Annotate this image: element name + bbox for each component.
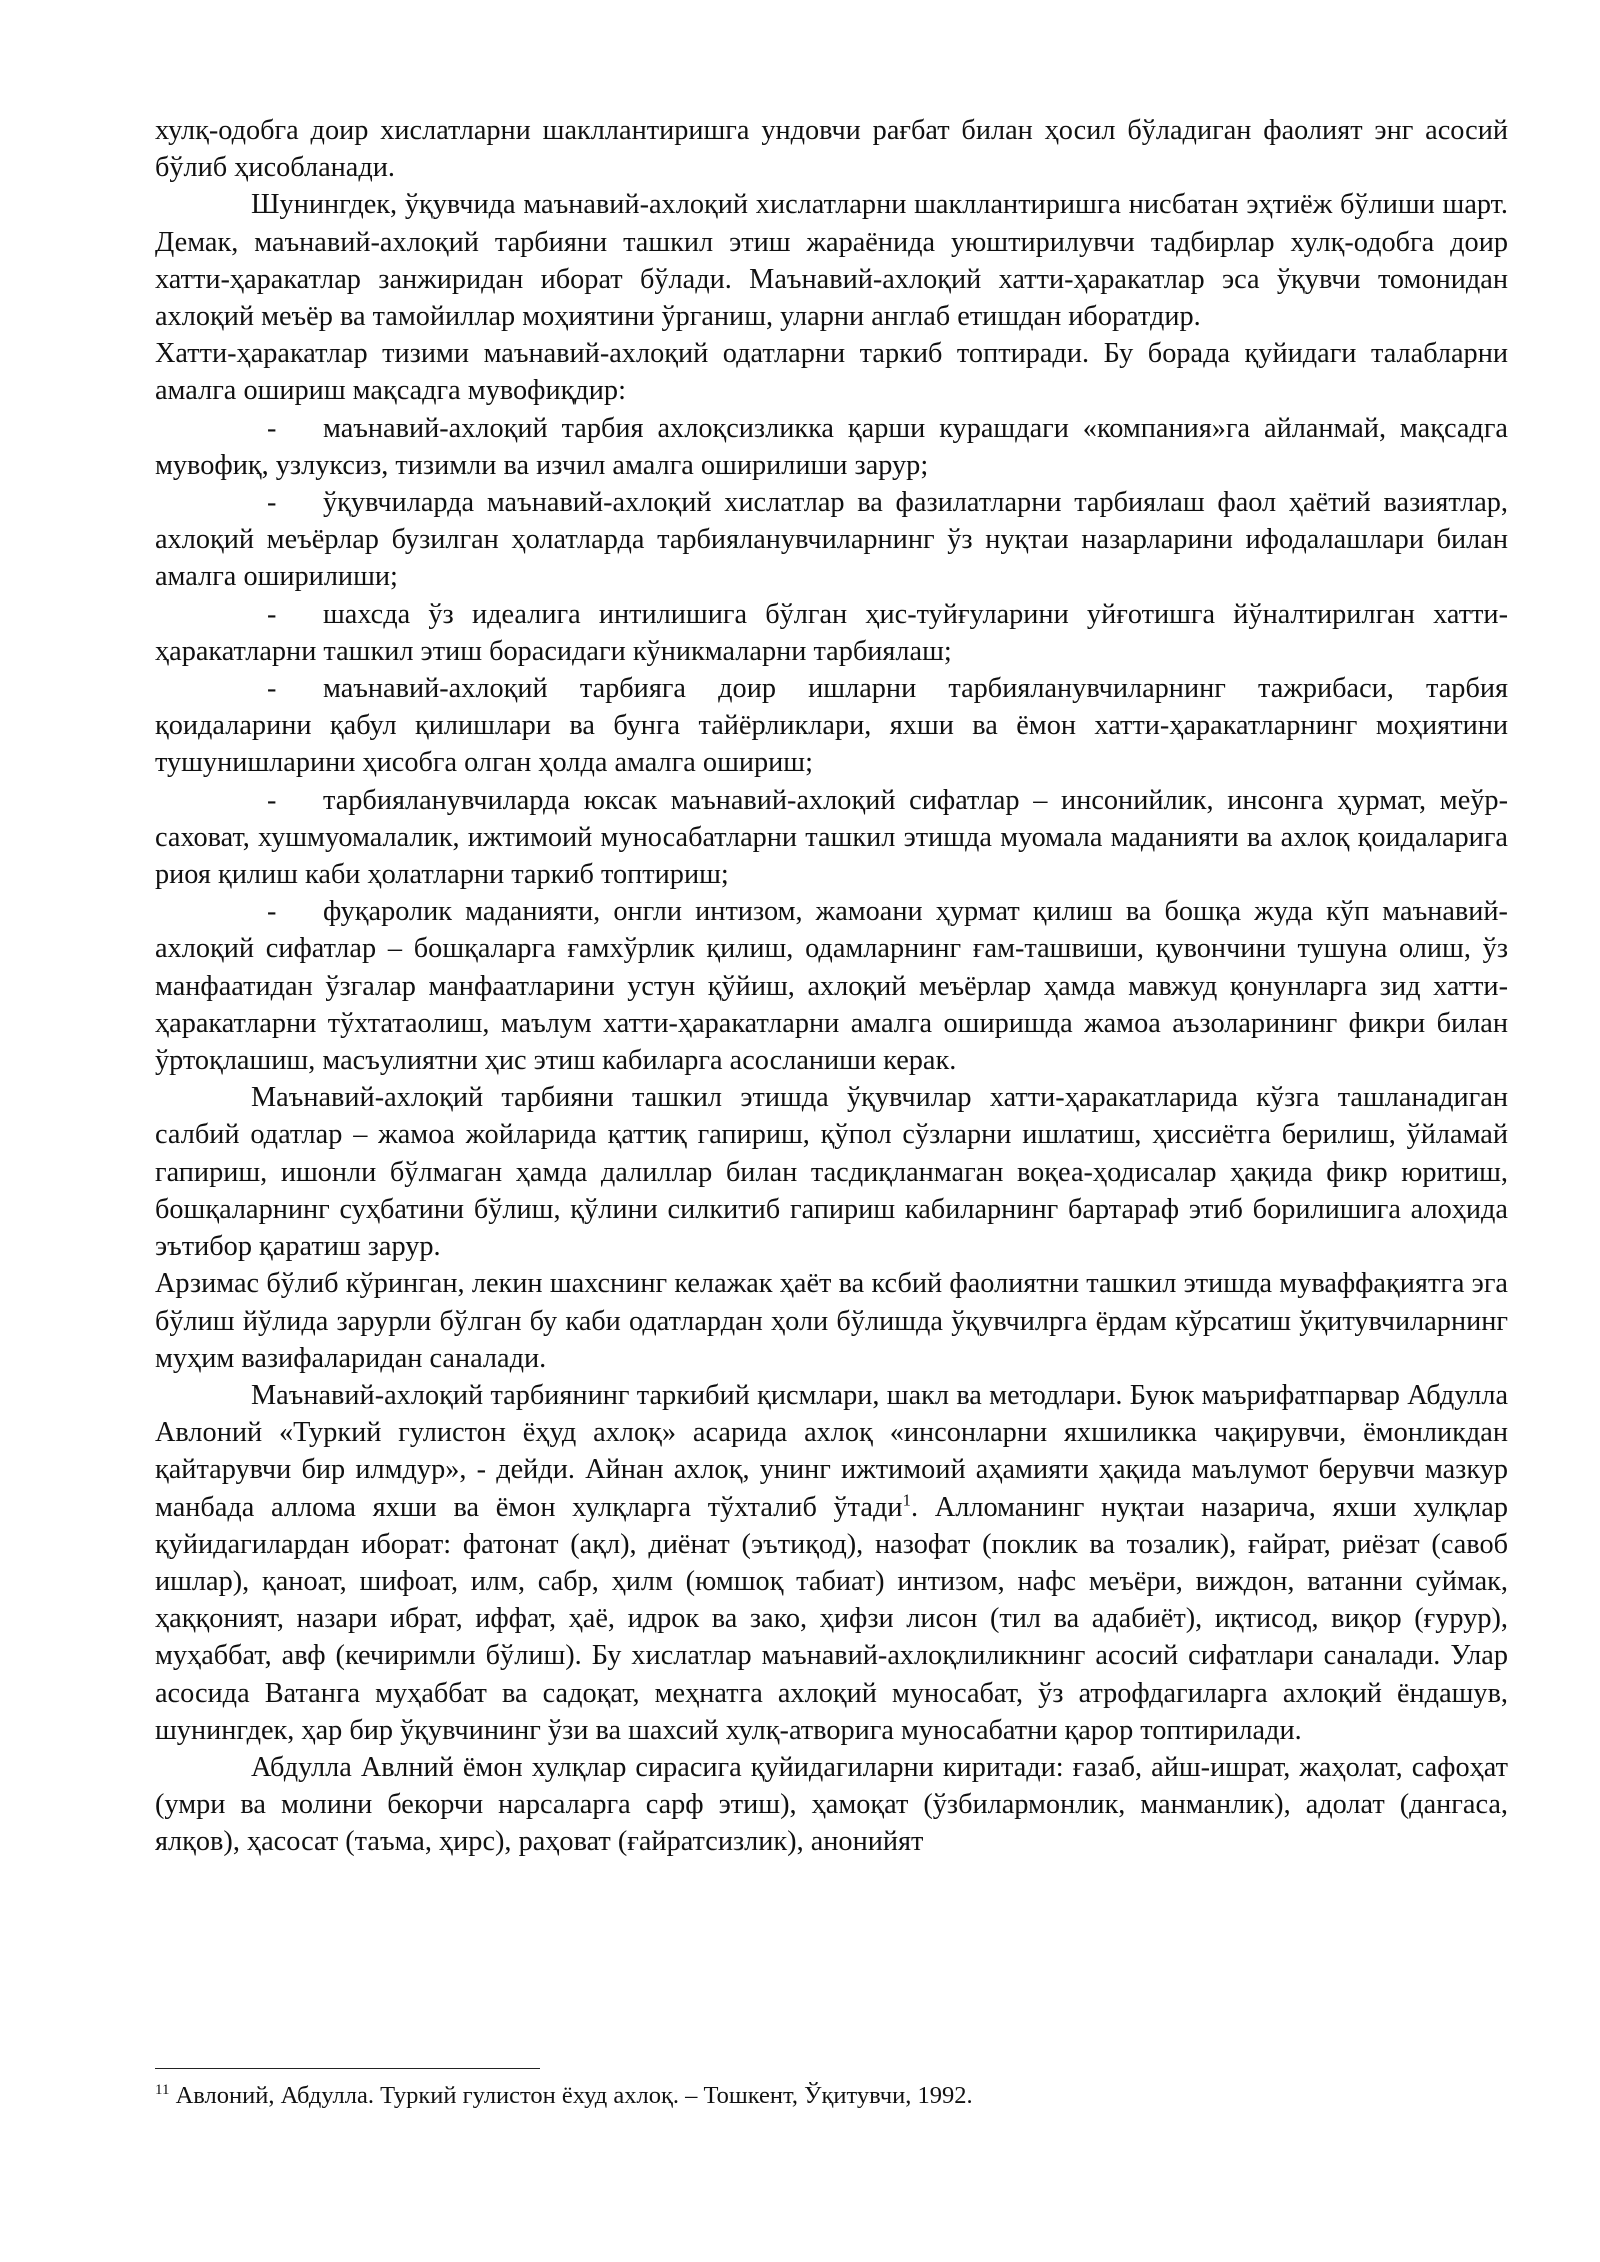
footnote-marker: 11: [155, 2081, 170, 2098]
paragraph-2: Хатти-ҳаракатлар тизими маънавий-ахлоқий одатларни таркиб топтиради. Бу борада қуйидаги талабларни амалга ошириш мақсадга мувофиқдир:: [155, 338, 1508, 407]
bullet-item-4: [155, 670, 1508, 782]
bullet-text: маънавий-ахлоқий тарбия ахлоқсизликка қарши курашдаги «компания»га айланмай, мақсадга мувофиқ, узлуксиз, тизимли ва изчил амалга оширилиши зарур;: [155, 412, 1508, 481]
bullet-dash: -: [267, 412, 277, 444]
bullet-item-3: [155, 596, 1508, 670]
bullet-item-2: [155, 484, 1508, 596]
bullet-text: шахсда ўз идеалига интилишига бўлган ҳис-туйғуларини уйғотишга йўналтирилган хатти-ҳаракатларни ташкил этиш борасидаги кўникмаларни тарбиялаш;: [155, 598, 1508, 667]
paragraph-6: Абдулла Авлний ёмон хулқлар сирасига қуйидагиларни киритади: ғазаб, айш-ишрат, жаҳолат, сафоҳат (умри ва молини бекорчи нарсаларга сарф этиш), ҳамоқат (ўзбилармонлик, манманлик), адолат (дангаса, ялқов), ҳасосат (таъма, ҳирс), раҳоват (ғайратсизлик), анонийят: [155, 1751, 1508, 1858]
bullet-dash: -: [267, 784, 277, 816]
paragraph-3: Маънавий-ахлоқий тарбияни ташкил этишда ўқувчилар хатти-ҳаракатларида кўзга ташланадиган салбий одатлар – жамоа жойларида қаттиқ гапириш, қўпол сўзларни ишлатиш, ҳиссиётга берилиш, ўйламай гапириш, ишонли бўлмаган ҳамда далиллар билан тасдиқланмаган воқеа-ҳодисалар ҳақида фикр юритиш, бошқаларнинг суҳбатини бўлиш, қўлини силкитиб гапириш кабиларнинг бартараф этиб борилишига алоҳида эътибор қаратиш зарур.: [155, 1082, 1508, 1263]
bullet-text: ўқувчиларда маънавий-ахлоқий хислатлар ва фазилатларни тарбиялаш фаол ҳаётий вазиятлар, ахлоқий меъёрлар бузилган ҳолатларда тарбияланувчиларнинг ўз нуқтаи назарларини ифодалашлари билан амалга оширилиши;: [155, 487, 1508, 593]
paragraph-1: Шунингдек, ўқувчида маънавий-ахлоқий хислатларни шакллантиришга нисбатан эҳтиёж бўлиши шарт. Демак, маънавий-ахлоқий тарбияни ташкил этиш жараёнида уюштирилувчи тадбирлар хулқ-одобга доир хатти-ҳаракатлар занжиридан иборат бўлади. Маънавий-ахлоқий хатти-ҳаракатлар эса ўқувчи томонидан ахлоқий меъёр ва тамойиллар моҳиятини ўрганиш, уларни англаб етишдан иборатдир.: [155, 189, 1508, 333]
footnote-text: Авлоний, Абдулла. Туркий гулистон ёхуд ахлоқ. – Тошкент, Ўқитувчи, 1992.: [169, 2082, 973, 2109]
bullet-text: фуқаролик маданияти, онгли интизом, жамоани ҳурмат қилиш ва бошқа жуда кўп маънавий-ахлоқий сифатлар – бошқаларга ғамхўрлик қилиш, одамларнинг ғам-ташвиши, қувончини тушуна олиш, ўз манфаатидан ўзгалар манфаатларини устун қўйиш, ахлоқий меъёрлар ҳамда мавжуд қонунларга зид хатти-ҳаракатларни тўхтатаолиш, маълум хатти-ҳаракатларни амалга оширишда жамоа аъзоларининг фикри билан ўртоқлашиш, масъулиятни ҳис этиш кабиларга асосланиши керак.: [155, 896, 1508, 1077]
paragraph-5: [155, 1377, 1508, 1749]
footnote: [155, 2080, 1508, 2112]
paragraph-4: Арзимас бўлиб кўринган, лекин шахснинг келажак ҳаёт ва ксбий фаолиятни ташкил этишда муваффақиятга эга бўлиш йўлида зарурли бўлган бу каби одатлардан ҳоли бўлишда ўқувчилрга ёрдам кўрсатиш ўқитувчиларнинг муҳим вазифаларидан саналади.: [155, 1268, 1508, 1374]
bullet-dash: -: [267, 673, 277, 705]
bullet-item-6: [155, 893, 1508, 1079]
bullet-item-5: [155, 782, 1508, 894]
bullet-text: маънавий-ахлоқий тарбияга доир ишларни тарбияланувчиларнинг тажрибаси, тарбия қоидаларини қабул қилишлари ва бунга тайёрликлари, яхши ва ёмон хатти-ҳаракатларнинг моҳиятини тушунишларини ҳисобга олган ҳолда амалга ошириш;: [155, 673, 1508, 779]
paragraph-5-part-a: Маънавий-ахлоқий тарбиянинг таркибий қисмлари, шакл ва методлари. Буюк маърифатпарвар Абдулла Авлоний «Туркий гулистон ёҳуд ахлоқ» асарида ахлоқ «инсонларни яхшиликка чақирувчи, ёмонликдан қайтарувчи бир илмдур», - дейди. Айнан ахлоқ, унинг ижтимоий аҳамияти ҳақида маълумот берувчи мазкур манбада аллома яхши ва ёмон хулқларга тўхталиб ўтади: [155, 1379, 1508, 1523]
footnote-separator: [155, 2068, 540, 2069]
bullet-item-1: [155, 410, 1508, 484]
document-body: [155, 112, 1508, 1861]
footnote-reference[interactable]: 1: [902, 1490, 911, 1510]
bullet-dash: -: [267, 896, 277, 928]
paragraph-5-part-b: . Алломанинг нуқтаи назарича, яхши хулқлар қуйидагилардан иборат: фатонат (ақл), диёнат (эътиқод), назофат (поклик ва тозалик), ғайрат, риёзат (савоб ишлар), қаноат, шифоат, илм, сабр, ҳилм (юмшоқ табиат) интизом, нафс меъёри, виждон, ватанни суймак, ҳаққоният, назари ибрат, иффат, ҳаё, идрок ва зако, ҳифзи лисон (тил ва адабиёт), иқтисод, виқор (ғурур), муҳаббат, авф (кечиримли бўлиш). Бу хислатлар маънавий-ахлоқлиликнинг асосий сифатлари саналади. Улар асосида Ватанга муҳаббат ва садоқат, меҳнатга ахлоқий муносабат, ўз атрофдагиларга ахлоқий ёндашув, шунингдек, ҳар бир ўқувчининг ўзи ва шахсий хулқ-атворига муносабатни қарор топтирилади.: [155, 1491, 1508, 1746]
bullet-dash: -: [267, 598, 277, 630]
bullet-dash: -: [267, 487, 277, 519]
paragraph-0: хулқ-одобга доир хислатларни шакллантиришга ундовчи рағбат билан ҳосил бўладиган фаолият энг асосий бўлиб ҳисобланади.: [155, 115, 1508, 184]
bullet-text: тарбияланувчиларда юксак маънавий-ахлоқий сифатлар – инсонийлик, инсонга ҳурмат, меўр-саховат, хушмуомалалик, ижтимоий муносабатларни ташкил этишда муомала маданияти ва ахлоқ қоидаларига риоя қилиш каби ҳолатларни таркиб топтириш;: [155, 784, 1508, 891]
